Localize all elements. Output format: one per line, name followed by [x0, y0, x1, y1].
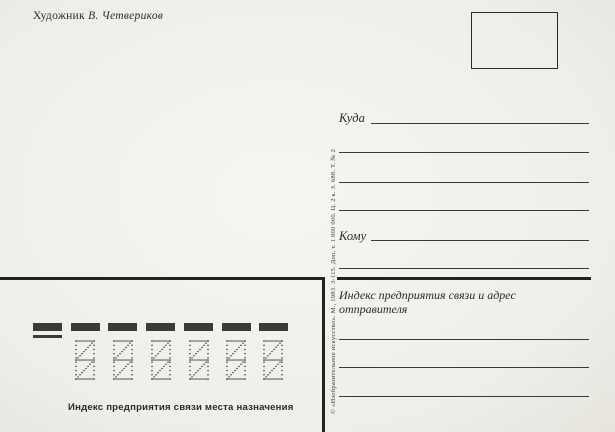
- sender-line: [339, 396, 589, 397]
- address-line: [339, 268, 589, 269]
- sender-label: Индекс предприятия связи и адрес отправителя: [339, 288, 516, 316]
- index-dash: [108, 323, 137, 331]
- to-label: Куда: [339, 111, 365, 125]
- whom-label: Кому: [339, 229, 367, 243]
- artist-credit: [33, 10, 163, 22]
- postal-index-caption: Индекс предприятия связи места назначения: [68, 402, 294, 413]
- sender-line: [339, 367, 589, 368]
- publisher-imprint: © «Изобразительное искусство». М., 1983. 3-115. Доп. т. 1 800 000. Ц. 2 к. З. 688. Т. № 2: [330, 148, 337, 414]
- divider-horizontal-left: [0, 277, 323, 280]
- address-line: [371, 123, 589, 124]
- address-line: [339, 210, 589, 211]
- postal-digit-stencil: [150, 339, 172, 381]
- address-line: [339, 152, 589, 153]
- index-dash: [33, 323, 62, 331]
- index-dash-underline: [33, 335, 62, 338]
- sender-line: [339, 339, 589, 340]
- postal-digit-stencil: [225, 339, 247, 381]
- address-line: [371, 240, 589, 241]
- artist-prefix: Художник: [33, 10, 85, 22]
- artist-name: В. Четвериков: [88, 10, 164, 22]
- index-dash: [146, 323, 175, 331]
- divider-horizontal-right: [337, 277, 591, 280]
- index-dash: [259, 323, 288, 331]
- postal-digit-stencil: [112, 339, 134, 381]
- index-dash: [71, 323, 100, 331]
- index-dash: [222, 323, 251, 331]
- stamp-box: [471, 12, 558, 69]
- postal-digit-stencil: [262, 339, 284, 381]
- index-dash: [184, 323, 213, 331]
- postal-digit-stencil: [74, 339, 96, 381]
- address-line: [339, 182, 589, 183]
- divider-vertical: [322, 277, 325, 432]
- postal-digit-stencil: [188, 339, 210, 381]
